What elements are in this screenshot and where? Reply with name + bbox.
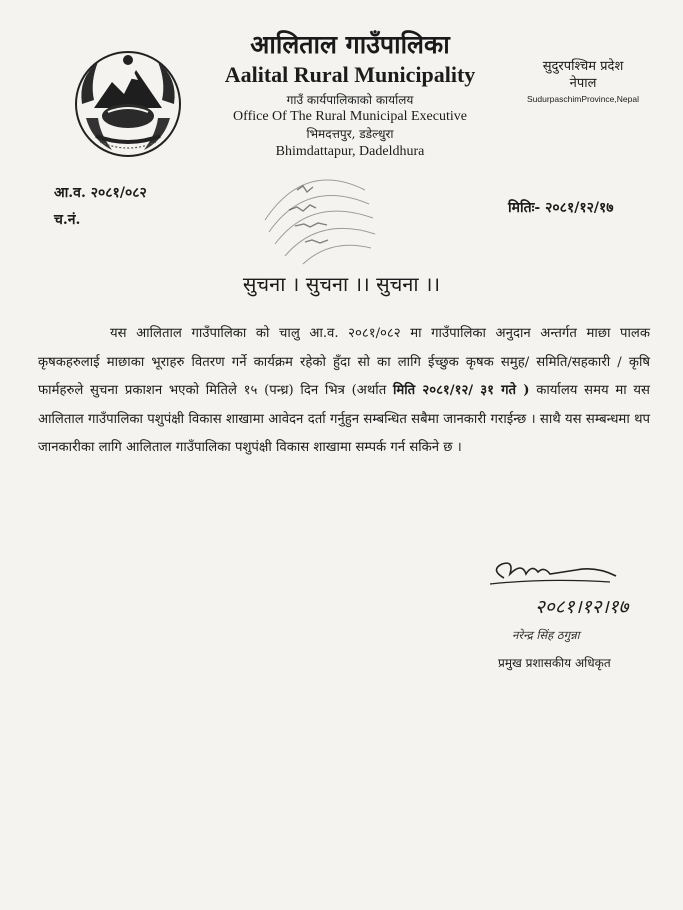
office-name-en: Office Of The Rural Municipal Executive [233,109,467,124]
address-en: Bhimdattapur, Dadeldhura [275,144,425,159]
notice-body [38,320,650,463]
letterhead [200,30,500,161]
signatory-title: प्रमुख प्रशासकीय अधिकृत [498,656,611,670]
municipality-title-np: आलिताल गाउँपालिका [250,30,450,59]
reference-block [54,180,147,234]
province-name-en: SudurpaschimProvince,Nepal [527,94,639,104]
deadline-date: मिति २०८१/१२/ ३१ गते ) [392,383,530,398]
country-name-np: नेपाल [569,76,597,91]
body-part-2: कार्यालय समय मा यस आलिताल गाउँपालिका पशुपंक्षी विकास शाखामा आवेदन दर्ता गर्नुहुन सम्बन्धित सबैमा जानकारी गराईन्छ । साथै यस सम्बन्धमा थप जानकारीका लागि आलिताल गाउँपालिका पशुपंक्षी विकास शाखामा सम्पर्क गर्न सकिने छ । [38,383,650,455]
signatory-name: नरेन्द्र सिंह ठगुन्ना [512,628,580,642]
reference-number: च.नं. [54,212,81,228]
office-stamp-icon [245,160,385,270]
province-block [518,58,648,106]
municipality-title-en: Aalital Rural Municipality [224,62,476,87]
body-part-1: यस आलिताल गाउँपालिका को चालु आ.व. २०८१/०८२ मा गाउँपालिका अनुदान अन्तर्गत माछा पालक कृषकहरुलाई माछाका भूराहरु वितरण गर्ने कार्यक्रम रहेको हुँदा सो का लागि ईच्छुक कृषक समुह/ समिति/सहकारी / कृषि फार्महरुले सुचना प्रकाशन भएको मितिले १५ (पन्ध्र) दिन भित्र (अर्थात [38,326,650,398]
address-np: भिमदत्तपुर, डडेल्धुरा [306,127,394,141]
nepal-emblem-icon [72,48,184,160]
signature-icon [486,556,622,588]
notice-title: सुचना । सुचना ।। सुचना ।। [242,272,441,296]
province-name-np: सुदुरपश्चिम प्रदेश [542,59,624,74]
fiscal-year: आ.व. २०८१/०८२ [54,185,147,201]
office-name-np: गाउँ कार्यपालिकाको कार्यालय [286,93,414,107]
issue-date: मितिः- २०८१/१२/१७ [508,200,614,216]
signature-date: २०८१।१२।१७ [535,596,629,618]
